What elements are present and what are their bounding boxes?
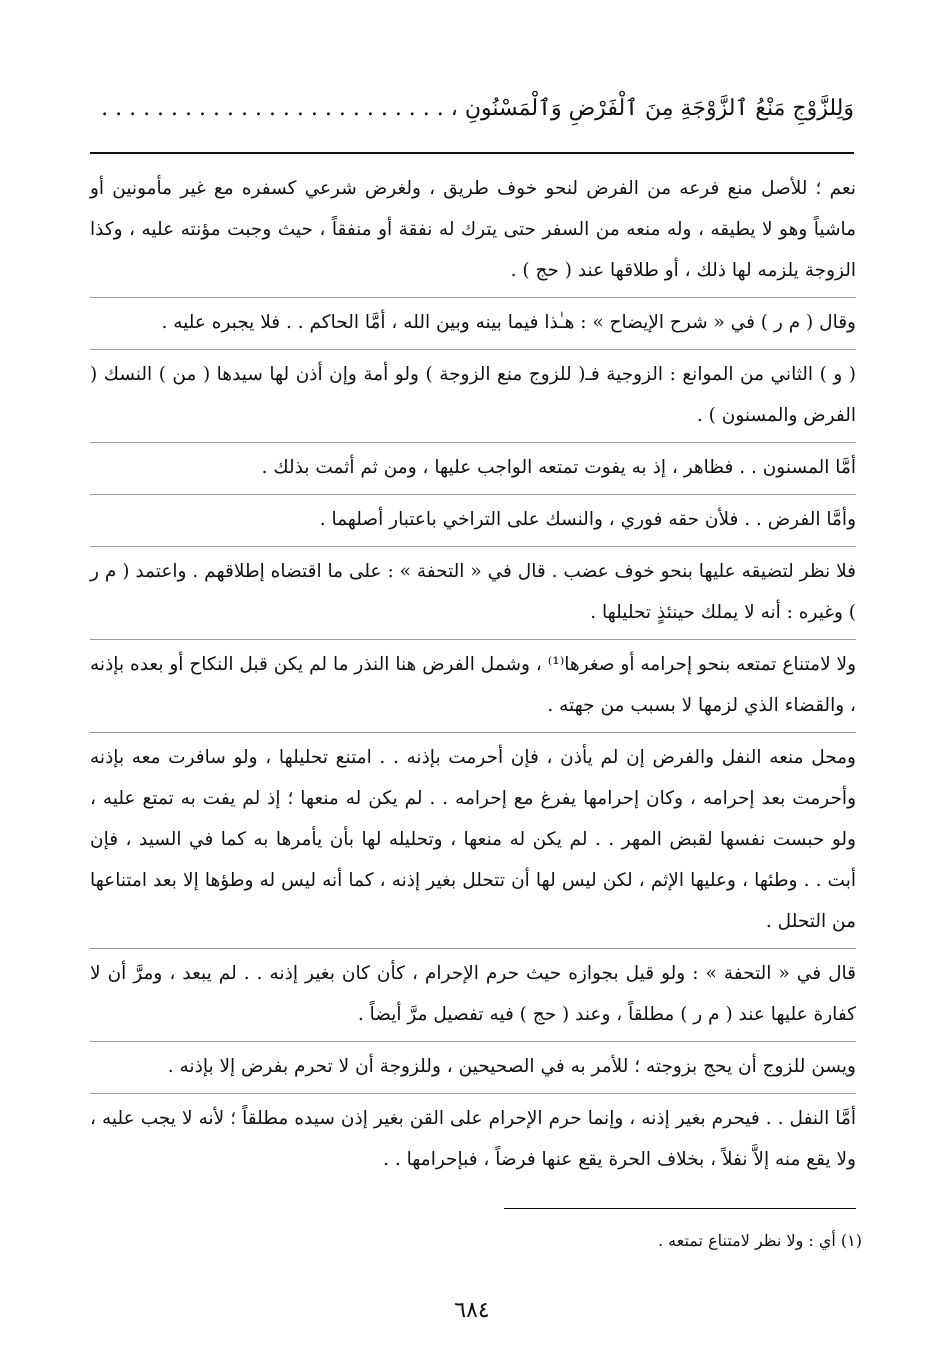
footnote: (١) أي : ولا نظر لامتناع تمتعه . [658, 1231, 862, 1250]
paragraph: وأمَّا الفرض . . فلأن حقه فوري ، والنسك على التراخي باعتبار أصلهما . [90, 494, 856, 540]
main-text [90, 168, 856, 1186]
header-divider [90, 152, 854, 154]
paragraph: ولا لامتناع تمتعه بنحو إحرامه أو صغرها⁽¹⁾ ، وشمل الفرض هنا النذر ما لم يكن قبل النكاح أو بعده بإذنه ، والقضاء الذي لزمها لا بسبب من جهته . [90, 639, 856, 726]
running-header: وَلِلزَّوْجِ مَنْعُ ٱلزَّوْجَةِ مِنَ ٱلْفَرْضِ وَٱلْمَسْنُونِ ، . . . . . . . . . . . . . . . . . . . . . . . . . [101, 96, 854, 121]
paragraph: أمَّا النفل . . فيحرم بغير إذنه ، وإنما حرم الإحرام على القن بغير إذن سيده مطلقاً ؛ لأنه لا يجب عليه ، ولا يقع منه إلاَّ نفلاً ، بخلاف الحرة يقع عنها فرضاً ، فبإحرامها . . [90, 1093, 856, 1180]
paragraph: قال في « التحفة » : ولو قيل بجوازه حيث حرم الإحرام ، كأن كان بغير إذنه . . لم يبعد ، ومرَّ أن لا كفارة عليها عند ( م ر ) مطلقاً ، وعند ( حج ) فيه تفصيل مرَّ أيضاً . [90, 948, 856, 1035]
paragraph: وقال ( م ر ) في « شرح الإيضاح » : هـٰذا فيما بينه وبين الله ، أمَّا الحاكم . . فلا يجبره عليه . [90, 297, 856, 343]
footnote-divider [504, 1208, 856, 1209]
page-number: ٦٨٤ [454, 1298, 490, 1323]
paragraph: فلا نظر لتضيقه عليها بنحو خوف عضب . قال في « التحفة » : على ما اقتضاه إطلاقهم . واعتمد ( م ر ) وغيره : أنه لا يملك حينئذٍ تحليلها . [90, 546, 856, 633]
paragraph: ويسن للزوج أن يحج بزوجته ؛ للأمر به في الصحيحين ، وللزوجة أن لا تحرم بفرض إلا بإذنه . [90, 1041, 856, 1087]
paragraph: ومحل منعه النفل والفرض إن لم يأذن ، فإن أحرمت بإذنه . . امتنع تحليلها ، ولو سافرت معه بإذنه وأحرمت بعد إحرامه ، وكان إحرامها يفرغ مع إحرامه . . لم يكن له منعها ؛ إذ لم يفت به تمتع عليه ، ولو حبست نفسها لقبض المهر . . لم يكن له منعها ، وتحليله لها بأن يأمرها به كما في السيد ، فإن أبت . . وطئها ، وعليها الإثم ، لكن ليس لها أن تتحلل بغير إذنه ، كما أنه ليس له وطؤها إلا بعد امتناعها من التحلل . [90, 732, 856, 942]
paragraph: نعم ؛ للأصل منع فرعه من الفرض لنحو خوف طريق ، ولغرض شرعي كسفره مع غير مأمونين أو ماشياً وهو لا يطيقه ، وله منعه من السفر حتى يترك له نفقة أو منفقاً ، حيث وجبت مؤنته عليه ، وكذا الزوجة يلزمه لها ذلك ، أو طلاقها عند ( حج ) . [90, 178, 857, 281]
paragraph: ( و ) الثاني من الموانع : الزوجية فـ( للزوج منع الزوجة ) ولو أمة وإن أذن لها سيدها ( من ) النسك ( الفرض والمسنون ) . [90, 349, 856, 436]
paragraph: أمَّا المسنون . . فظاهر ، إذ به يفوت تمتعه الواجب عليها ، ومن ثم أثمت بذلك . [90, 442, 856, 488]
